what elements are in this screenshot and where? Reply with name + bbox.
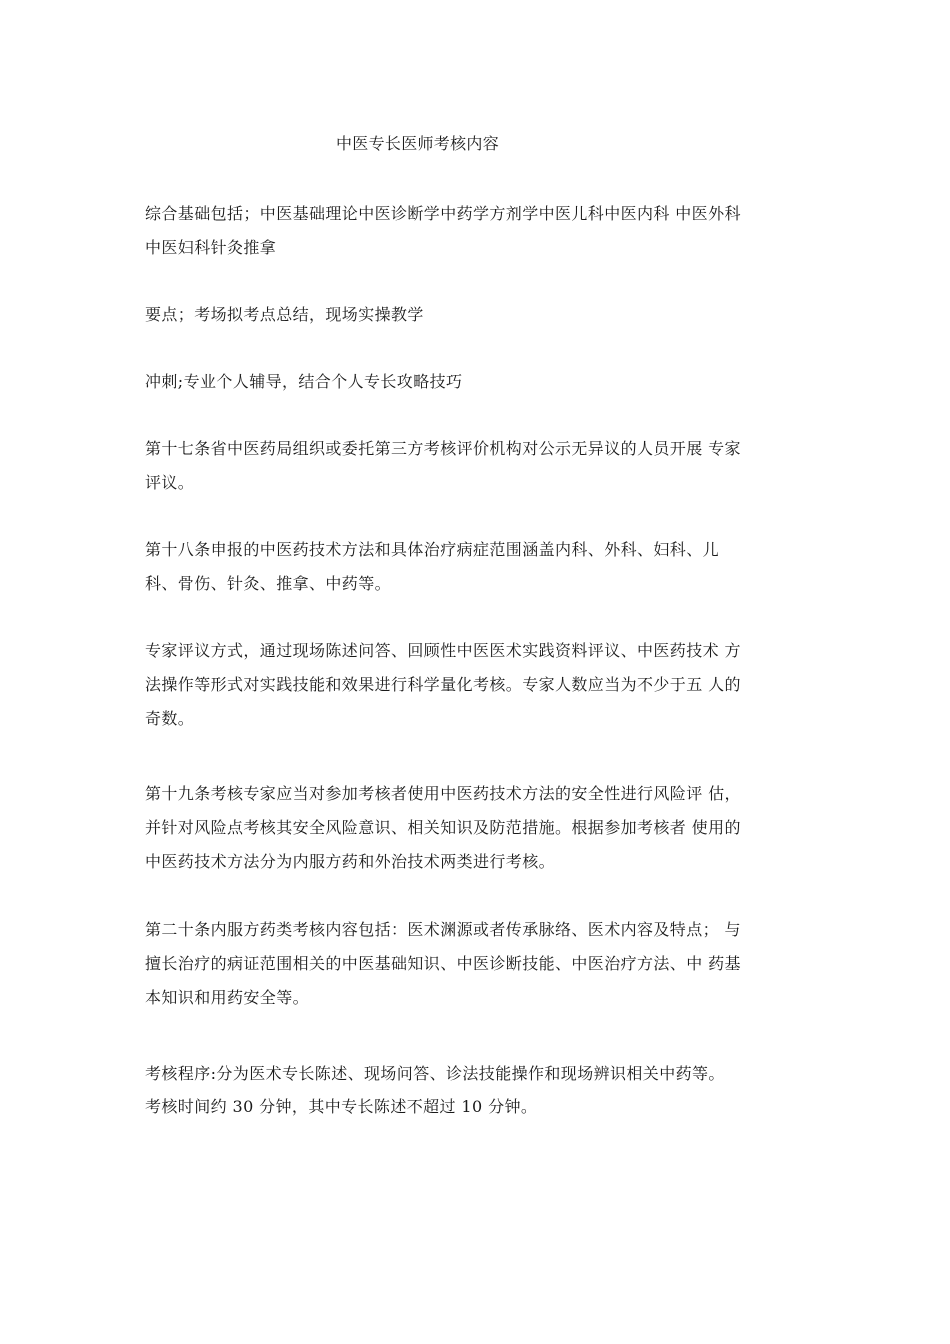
paragraph-line: 中医药技术方法分为内服方药和外治技术两类进行考核。 (145, 852, 556, 871)
paragraph-line: 第十九条考核专家应当对参加考核者使用中医药技术方法的安全性进行风险评 估， (145, 784, 741, 803)
paragraph-article-17 (145, 432, 817, 500)
paragraph-article-18 (145, 533, 817, 601)
paragraph-line: 专家评议方式，通过现场陈述问答、回顾性中医医术实践资料评议、中医药技术 方 (145, 641, 741, 660)
paragraph-article-20 (145, 913, 817, 1015)
paragraph-line: 奇数。 (145, 709, 195, 728)
paragraph-line: 科、骨伤、针灸、推拿、中药等。 (145, 574, 392, 593)
paragraph-sprint (145, 365, 817, 399)
document-title: 中医专长医师考核内容 (336, 134, 500, 153)
paragraph-line: 第十七条省中医药局组织或委托第三方考核评价机构对公示无异议的人员开展 专家 (145, 439, 741, 458)
paragraph-line: 中医妇科针灸推拿 (145, 238, 277, 257)
paragraph-expert-review (145, 634, 817, 736)
paragraph-line: 法操作等形式对实践技能和效果进行科学量化考核。专家人数应当为不少于五 人的 (145, 675, 741, 694)
paragraph-line: 考核程序:分为医术专长陈述、现场问答、诊法技能操作和现场辨识相关中药等。 (145, 1064, 725, 1083)
paragraph-comprehensive-basics (145, 197, 817, 265)
paragraph-line: 第十八条申报的中医药技术方法和具体治疗病症范围涵盖内科、外科、妇科、儿 (145, 540, 720, 559)
paragraph-line: 评议。 (145, 473, 195, 492)
paragraph-line: 第二十条内服方药类考核内容包括：医术渊源或者传承脉络、医术内容及特点； 与 (145, 920, 741, 939)
paragraph-key-points (145, 298, 817, 332)
paragraph-line: 考核时间约 30 分钟，其中专长陈述不超过 10 分钟。 (145, 1097, 538, 1116)
paragraph-line: 本知识和用药安全等。 (145, 988, 310, 1007)
paragraph-line: 并针对风险点考核其安全风险意识、相关知识及防范措施。根据参加考核者 使用的 (145, 818, 741, 837)
paragraph-exam-procedure (145, 1057, 817, 1123)
paragraph-line: 要点；考场拟考点总结，现场实操教学 (145, 305, 424, 324)
paragraph-line: 综合基础包括；中医基础理论中医诊断学中药学方剂学中医儿科中医内科 中医外科 (145, 204, 741, 223)
paragraph-article-19 (145, 777, 817, 879)
paragraph-line: 擅长治疗的病证范围相关的中医基础知识、中医诊断技能、中医治疗方法、中 药基 (145, 954, 741, 973)
paragraph-line: 冲刺;专业个人辅导，结合个人专长攻略技巧 (145, 372, 463, 391)
